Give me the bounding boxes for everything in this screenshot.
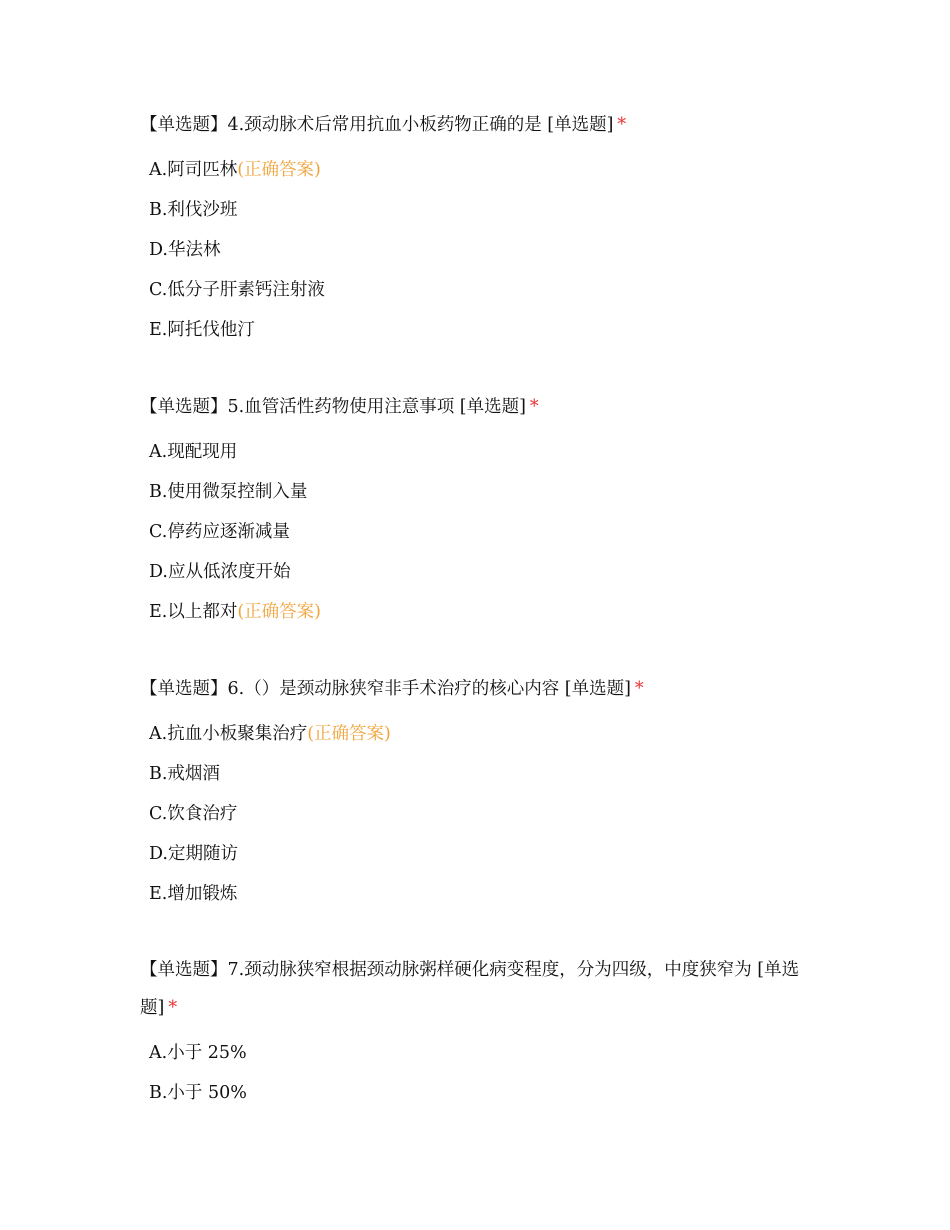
question-title-text: 【单选题】6.（）是颈动脉狭窄非手术治疗的核心内容 [单选题] [140, 679, 631, 699]
question-5 [140, 388, 810, 632]
question-title-text: 【单选题】4.颈动脉术后常用抗血小板药物正确的是 [单选题] [140, 115, 614, 135]
option-c[interactable] [149, 270, 810, 310]
question-title [140, 951, 810, 1027]
option-list [149, 1033, 810, 1113]
option-c[interactable] [149, 512, 810, 552]
required-star: * [529, 397, 539, 417]
option-a[interactable] [149, 432, 810, 472]
option-label: E.增加锻炼 [149, 884, 238, 904]
option-list [149, 150, 810, 350]
option-d[interactable] [149, 230, 810, 270]
option-label: D.应从低浓度开始 [149, 562, 291, 582]
required-star: * [634, 679, 644, 699]
option-label: B.戒烟酒 [149, 764, 220, 784]
correct-answer-tag: (正确答案) [307, 724, 391, 744]
option-label: A.小于 25% [149, 1043, 247, 1063]
option-label: E.阿托伐他汀 [149, 320, 255, 340]
option-label: C.饮食治疗 [149, 804, 238, 824]
option-d[interactable] [149, 834, 810, 874]
option-label: B.利伐沙班 [149, 200, 238, 220]
question-4 [140, 106, 810, 350]
option-label: A.抗血小板聚集治疗 [149, 724, 308, 744]
option-c[interactable] [149, 794, 810, 834]
required-star: * [617, 115, 627, 135]
question-title-text: 【单选题】7.颈动脉狭窄根据颈动脉粥样硬化病变程度，分为四级，中度狭窄为 [单选题] [140, 960, 800, 1018]
option-list [149, 714, 810, 914]
option-label: E.以上都对 [149, 602, 238, 622]
option-label: D.定期随访 [149, 844, 238, 864]
option-e[interactable] [149, 592, 810, 632]
option-list [149, 432, 810, 632]
option-b[interactable] [149, 754, 810, 794]
question-7 [140, 951, 810, 1113]
option-b[interactable] [149, 472, 810, 512]
required-star: * [168, 998, 178, 1018]
question-title [140, 106, 810, 144]
question-title-text: 【单选题】5.血管活性药物使用注意事项 [单选题] [140, 397, 526, 417]
option-label: D.华法林 [149, 240, 221, 260]
option-label: A.阿司匹林 [149, 160, 238, 180]
option-a[interactable] [149, 714, 810, 754]
option-b[interactable] [149, 190, 810, 230]
option-label: C.停药应逐渐减量 [149, 522, 290, 542]
correct-answer-tag: (正确答案) [237, 602, 321, 622]
question-title [140, 670, 810, 708]
option-a[interactable] [149, 150, 810, 190]
option-a[interactable] [149, 1033, 810, 1073]
correct-answer-tag: (正确答案) [237, 160, 321, 180]
option-label: C.低分子肝素钙注射液 [149, 280, 325, 300]
option-e[interactable] [149, 874, 810, 914]
option-label: B.小于 50% [149, 1083, 247, 1103]
option-label: B.使用微泵控制入量 [149, 482, 308, 502]
option-e[interactable] [149, 310, 810, 350]
question-6 [140, 670, 810, 914]
option-b[interactable] [149, 1073, 810, 1113]
question-title [140, 388, 810, 426]
option-label: A.现配现用 [149, 442, 238, 462]
option-d[interactable] [149, 552, 810, 592]
